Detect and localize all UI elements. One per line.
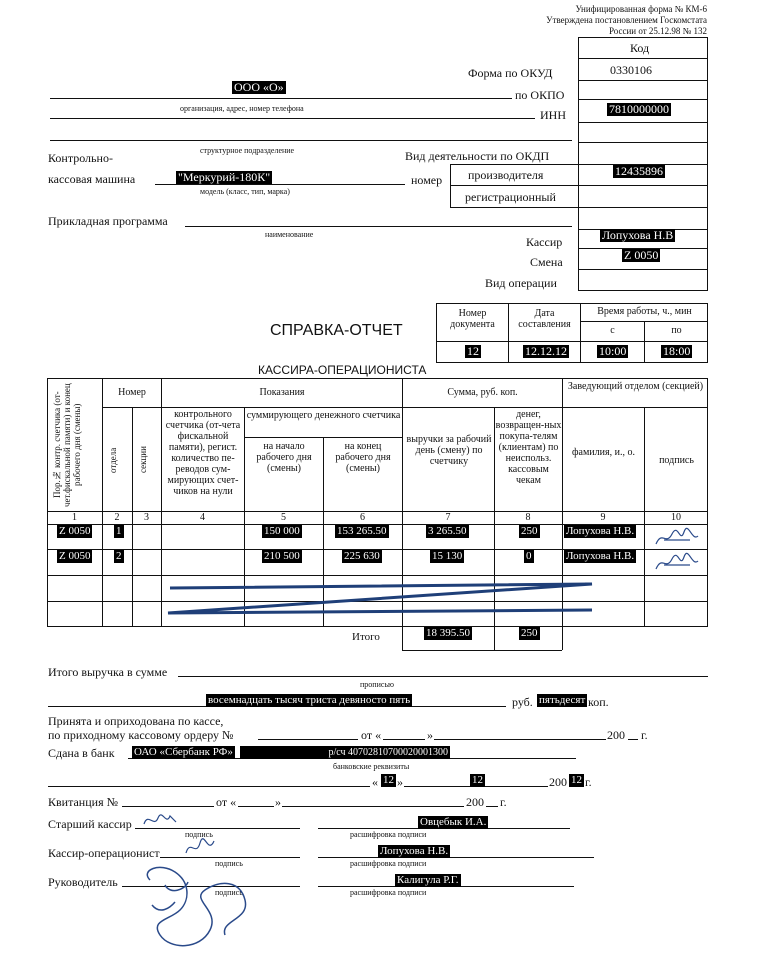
prinyata-year: 200 xyxy=(607,728,625,742)
prog-label: Прикладная программа xyxy=(48,214,168,228)
h-otdel: отдела xyxy=(108,447,118,473)
kvit-label: Квитанция № xyxy=(48,795,119,809)
kkm-caption: модель (класс, тип, марка) xyxy=(200,187,290,196)
col-num-7: 7 xyxy=(445,512,451,523)
kkm-label-2: кассовая машина xyxy=(48,172,136,186)
kop-words: пятьдесят xyxy=(539,694,586,706)
prinyata-quote: » xyxy=(427,728,433,742)
kkm-model: "Меркурий-180К" xyxy=(178,170,271,184)
smena-label: Смена xyxy=(530,255,563,269)
sdana-g: г. xyxy=(585,775,592,789)
h-summir: суммирующего денежного счетчика xyxy=(246,410,401,421)
sdana-year: 12 xyxy=(571,774,582,786)
h-pokazaniya: Показания xyxy=(259,387,305,398)
nomer-label: номер xyxy=(411,173,443,187)
prinyata-label-2: по приходному кассовому ордеру № xyxy=(48,728,234,742)
h-doc-number: Номер документа xyxy=(450,308,495,330)
table-row-2-vyruch: 15 130 xyxy=(432,550,463,562)
signature-icon xyxy=(140,810,180,830)
table-row-2-vozvr: 0 xyxy=(526,550,532,562)
table-row-2-kon: 225 630 xyxy=(344,550,380,562)
okdp-label: Вид деятельности по ОКДП xyxy=(405,149,550,163)
h-work-time: Время работы, ч., мин xyxy=(597,306,692,317)
bank-caption: банковские реквизиты xyxy=(333,762,410,771)
h-vozvr: денег, возвращен-ных покупа-телям (клиентам) по неиспольз. кассовым чекам xyxy=(495,409,562,486)
sdana-label: Сдана в банк xyxy=(48,746,115,760)
ruk-label: Руководитель xyxy=(48,875,118,889)
col-num-3: 3 xyxy=(144,512,149,523)
kassir-op-label: Кассир-операционист xyxy=(48,846,160,860)
kassir-label: Кассир xyxy=(526,235,563,249)
col-num-5: 5 xyxy=(281,512,286,523)
z-strike-mark xyxy=(160,578,600,618)
h-summa: Сумма, руб. коп. xyxy=(447,387,518,398)
kassir-op-rasshifr: расшифровка подписи xyxy=(350,859,427,868)
h-fio: фамилия, и., о. xyxy=(572,447,635,458)
time-to: 18:00 xyxy=(663,344,691,358)
sum-words: восемнадцать тысяч триста девяносто пять xyxy=(208,694,411,706)
form-line-1: Унифицированная форма № КМ-6 xyxy=(575,4,707,14)
signature-icon xyxy=(180,833,220,861)
table-row-2-otdel: 2 xyxy=(116,550,122,562)
struct-caption: структурное подразделение xyxy=(200,146,295,155)
senior-label: Старший кассир xyxy=(48,817,132,831)
inn-value: 7810000000 xyxy=(609,102,669,116)
itogo-vozvr: 250 xyxy=(521,627,538,639)
kvit-ot: от « xyxy=(216,795,237,809)
prinyata-label-1: Принята и оприходована по кассе, xyxy=(48,714,224,728)
doc-subtitle: КАССИРА-ОПЕРАЦИОНИСТА xyxy=(258,363,427,377)
senior-podpis: подпись xyxy=(185,830,213,839)
time-from: 10:00 xyxy=(599,344,627,358)
senior-name: Овцебык И.А. xyxy=(420,816,487,828)
col-num-4: 4 xyxy=(200,512,205,523)
rub-label: руб. xyxy=(512,695,533,709)
table-row-1-kon: 153 265.50 xyxy=(337,525,387,537)
bank-name: ОАО «Сбербанк РФ» xyxy=(134,746,233,758)
h-from: с xyxy=(610,325,615,336)
table-row-2-fio: Лопухова Н.В. xyxy=(566,550,635,562)
signature-icon xyxy=(652,551,702,575)
doc-date: 12.12.12 xyxy=(525,344,567,358)
h-kon: на конец рабочего дня (смены) xyxy=(335,441,391,474)
proizv-label: производителя xyxy=(468,168,544,182)
senior-rasshifr: расшифровка подписи xyxy=(350,830,427,839)
col-num-9: 9 xyxy=(600,512,606,523)
itogo-sum-label: Итого выручка в сумме xyxy=(48,665,168,679)
prinyata-ot: от « xyxy=(361,728,382,742)
kassir-value: Лопухова Н.В xyxy=(602,228,674,242)
form-line-3: России от 25.12.98 № 132 xyxy=(608,26,707,36)
table-row-1-otdel: 1 xyxy=(116,525,122,537)
form-line-2: Утверждена постановлением Госкомстата xyxy=(546,15,707,25)
itogo-label: Итого xyxy=(352,631,380,643)
signature-icon xyxy=(652,526,702,548)
org-caption: организация, адрес, номер телефона xyxy=(180,104,304,113)
table-row-1-vozvr: 250 xyxy=(521,525,538,537)
col-num-8: 8 xyxy=(525,512,531,523)
sdana-day: 12 xyxy=(383,774,394,786)
h-podpis: подпись xyxy=(659,455,694,466)
ruk-podpis: подпись xyxy=(215,888,243,897)
table-row-1-nach: 150 000 xyxy=(264,525,300,537)
prog-caption: наименование xyxy=(265,230,314,239)
table-row-2-nach: 210 500 xyxy=(264,550,300,562)
smena-value: Z 0050 xyxy=(624,248,659,262)
h-nomer: Номер xyxy=(118,387,146,398)
table-row-2-counter: Z 0050 xyxy=(59,550,91,562)
col-num-1: 1 xyxy=(72,512,77,523)
col-num-10: 10 xyxy=(671,512,681,523)
h-doc-date: Дата составления xyxy=(518,308,571,330)
kassir-op-name: Лопухова Н.В. xyxy=(380,845,449,857)
h-sekcii: секции xyxy=(138,446,148,474)
propisyu-caption: прописью xyxy=(360,680,395,689)
h-kontr: контрольного счетчика (от-чета фискальной памяти), регист. количество пе-реводов сум-мирующих счет-чиков на нули xyxy=(165,409,241,497)
h-zav: Заведующий отделом (секцией) xyxy=(567,381,704,392)
h-nach: на начало рабочего дня (смены) xyxy=(256,441,312,474)
okud-label: Форма по ОКУД xyxy=(468,66,553,80)
okpo-label: по ОКПО xyxy=(515,88,565,102)
itogo-vyruch: 18 395.50 xyxy=(426,627,470,639)
vid-operacii-label: Вид операции xyxy=(485,276,557,290)
table-row-1-fio: Лопухова Н.В. xyxy=(566,525,635,537)
kod-label: Код xyxy=(630,41,650,55)
reg-label: регистрационный xyxy=(465,190,556,204)
h-counter: Пор.№ контр. счетчика (от-чет.фискальной памяти) и конец рабочего дня (смены) xyxy=(52,383,82,507)
okud-value: 0330106 xyxy=(610,63,652,77)
proizv-value: 12435896 xyxy=(615,164,663,178)
doc-title: СПРАВКА-ОТЧЕТ xyxy=(270,322,403,339)
sdana-year-prefix: 200 xyxy=(549,775,567,789)
kop-label: коп. xyxy=(588,695,609,709)
h-vyruch: выручки за рабочий день (смену) по счетчику xyxy=(406,434,492,467)
col-num-2: 2 xyxy=(114,512,120,523)
sdana-month: 12 xyxy=(472,774,483,786)
signature-icon xyxy=(130,860,260,955)
col-num-6: 6 xyxy=(360,512,365,523)
doc-number: 12 xyxy=(467,344,479,358)
h-to: по xyxy=(671,325,682,336)
kvit-g: г. xyxy=(500,795,507,809)
bank-account: р/сч 40702810700020001300 xyxy=(240,746,450,759)
kvit-year: 200 xyxy=(466,795,484,809)
table-row-1-vyruch: 3 265.50 xyxy=(428,525,467,537)
ruk-name: Калигула Р.Г. xyxy=(397,874,459,886)
kassir-op-podpis: подпись xyxy=(215,859,243,868)
ruk-rasshifr: расшифровка подписи xyxy=(350,888,427,897)
prinyata-g: г. xyxy=(641,728,648,742)
kkm-label-1: Контрольно- xyxy=(48,151,113,165)
table-row-1-counter: Z 0050 xyxy=(59,525,91,537)
org-name: ООО «О» xyxy=(234,80,284,94)
inn-label: ИНН xyxy=(540,108,566,122)
